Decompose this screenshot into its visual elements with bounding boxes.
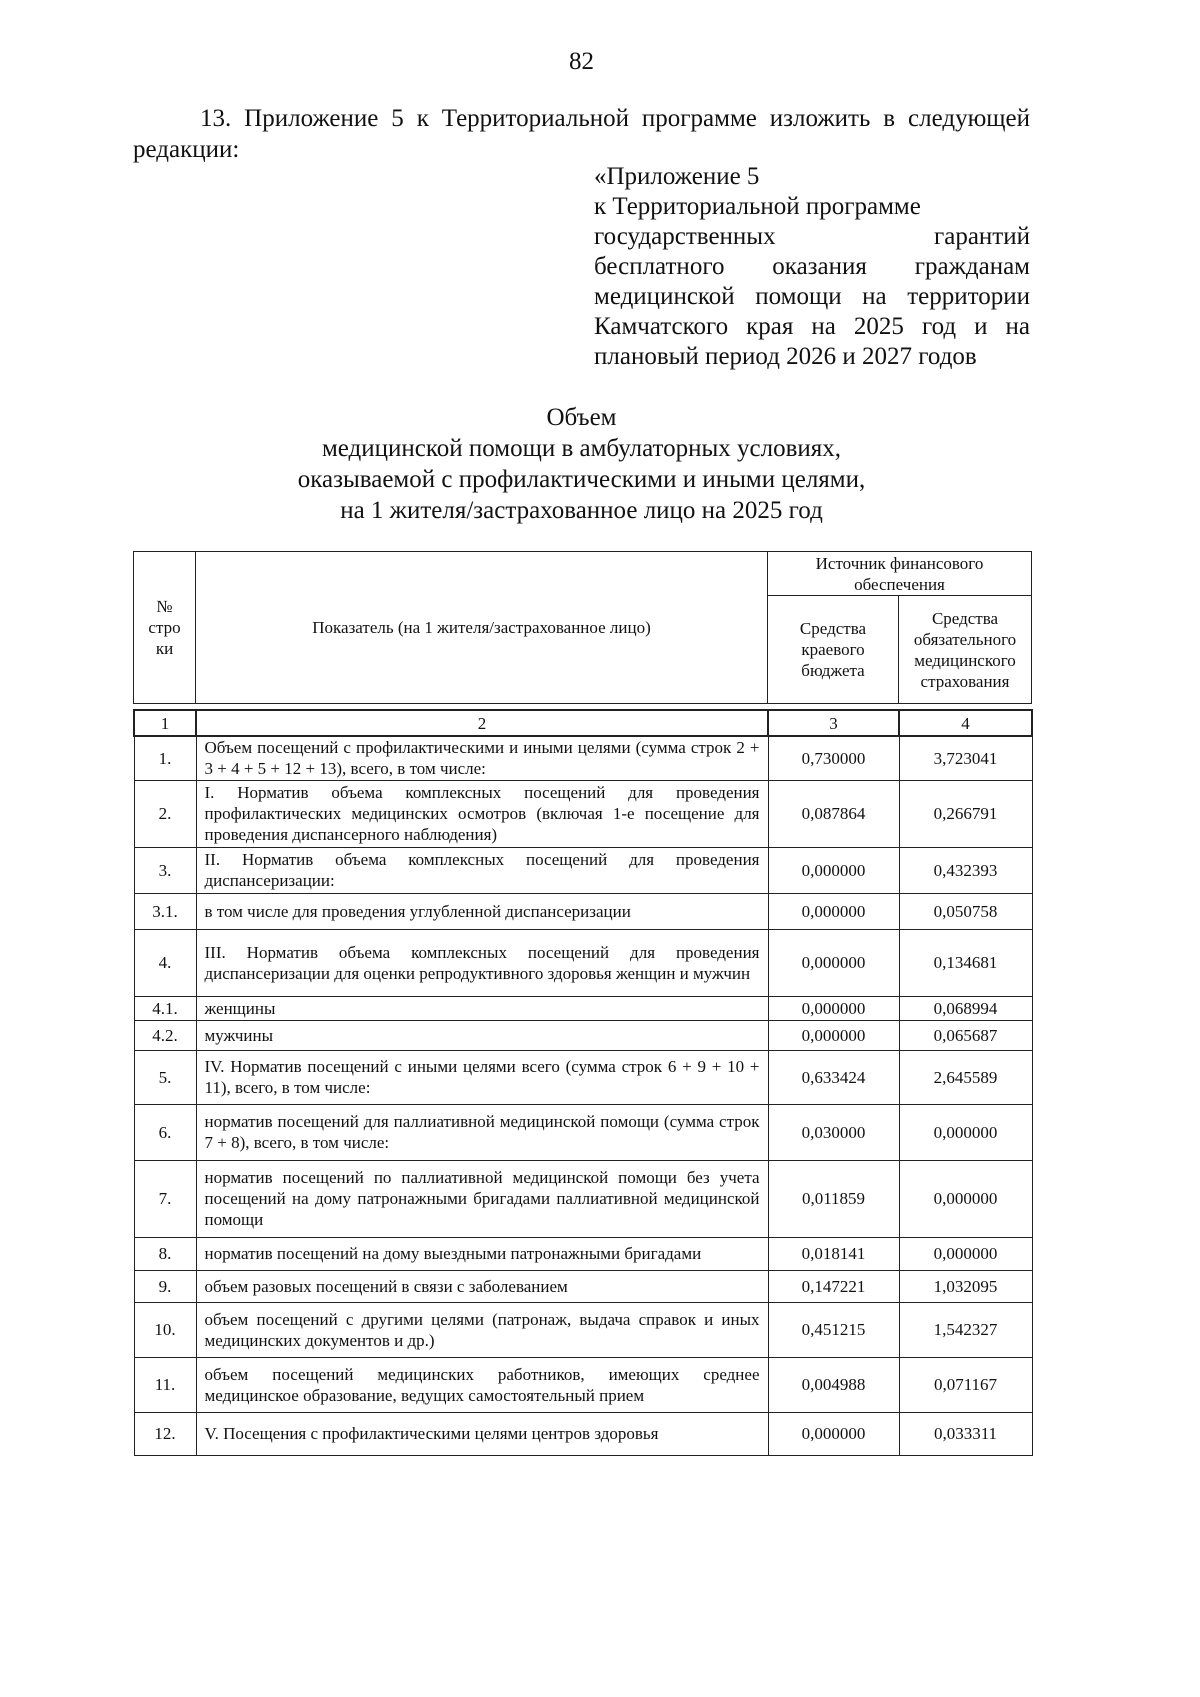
row-regional-value: 0,147221	[768, 1270, 899, 1302]
row-indicator: IV. Норматив посещений с иными целями всего (сумма строк 6 + 9 + 10 + 11), всего, в том числе:	[196, 1050, 768, 1104]
row-oms-value: 0,068994	[899, 996, 1032, 1020]
row-indicator: норматив посещений по паллиативной медицинской помощи без учета посещений на дому патронажными бригадами паллиативной медицинской помощи	[196, 1160, 768, 1237]
row-oms-value: 0,050758	[899, 893, 1032, 929]
row-regional-value: 0,030000	[768, 1104, 899, 1160]
appendix-line: государственных гарантий	[594, 223, 1030, 250]
column-number: 1	[134, 710, 196, 736]
row-oms-value: 0,033311	[899, 1412, 1032, 1455]
row-number: 12.	[134, 1412, 196, 1455]
column-number: 3	[768, 710, 899, 736]
row-oms-value: 0,134681	[899, 929, 1032, 996]
table-row	[134, 1160, 1032, 1237]
row-oms-value: 3,723041	[899, 736, 1032, 780]
row-oms-value: 0,065687	[899, 1020, 1032, 1050]
title-line: оказываемой с профилактическими и иными целями,	[297, 466, 866, 493]
table-row	[134, 1237, 1032, 1270]
appendix-line: Камчатского края на 2025 год и на	[594, 313, 1030, 340]
row-indicator: Объем посещений с профилактическими и иными целями (сумма строк 2 + 3 + 4 + 5 + 12 + 13), всего, в том числе:	[196, 736, 768, 780]
appendix-line: бесплатного оказания гражданам	[594, 253, 1030, 280]
row-regional-value: 0,011859	[768, 1160, 899, 1237]
header-row-no: № стро ки	[134, 552, 196, 704]
table-row	[134, 847, 1032, 893]
row-oms-value: 0,266791	[899, 780, 1032, 847]
appendix-reference	[594, 162, 1030, 372]
row-number: 2.	[134, 780, 196, 847]
row-indicator: в том числе для проведения углубленной диспансеризации	[196, 893, 768, 929]
table-row	[134, 893, 1032, 929]
row-number: 8.	[134, 1237, 196, 1270]
row-number: 6.	[134, 1104, 196, 1160]
row-oms-value: 0,432393	[899, 847, 1032, 893]
table-row	[134, 1020, 1032, 1050]
row-number: 10.	[134, 1302, 196, 1357]
row-regional-value: 0,451215	[768, 1302, 899, 1357]
row-indicator: I. Норматив объема комплексных посещений для проведения профилактических медицинских осмотров (включая 1-е посещение для проведения диспансерного наблюдения)	[196, 780, 768, 847]
row-regional-value: 0,004988	[768, 1357, 899, 1412]
table-row	[134, 1270, 1032, 1302]
row-number: 4.1.	[134, 996, 196, 1020]
table-row	[134, 1412, 1032, 1455]
row-regional-value: 0,000000	[768, 847, 899, 893]
row-indicator: III. Норматив объема комплексных посещений для проведения диспансеризации для оценки репродуктивного здоровья женщин и мужчин	[196, 929, 768, 996]
table-row	[134, 1302, 1032, 1357]
row-oms-value: 1,542327	[899, 1302, 1032, 1357]
row-indicator: женщины	[196, 996, 768, 1020]
row-indicator: мужчины	[196, 1020, 768, 1050]
row-oms-value: 0,000000	[899, 1160, 1032, 1237]
title-line: Объем	[546, 404, 617, 431]
row-indicator: норматив посещений для паллиативной медицинской помощи (сумма строк 7 + 8), всего, в том числе:	[196, 1104, 768, 1160]
row-indicator: V. Посещения с профилактическими целями центров здоровья	[196, 1412, 768, 1455]
row-oms-value: 0,000000	[899, 1104, 1032, 1160]
table-row	[134, 736, 1032, 780]
table-row	[134, 996, 1032, 1020]
table-row	[134, 1050, 1032, 1104]
row-number: 5.	[134, 1050, 196, 1104]
table-header	[133, 551, 1032, 704]
row-regional-value: 0,000000	[768, 929, 899, 996]
row-oms-value: 1,032095	[899, 1270, 1032, 1302]
appendix-line: плановый период 2026 и 2027 годов	[594, 343, 977, 370]
row-number: 7.	[134, 1160, 196, 1237]
header-regional: Средства краевого бюджета	[768, 596, 899, 704]
title-line: медицинской помощи в амбулаторных условиях,	[321, 435, 842, 462]
row-number: 3.	[134, 847, 196, 893]
appendix-line: «Приложение 5	[594, 163, 760, 190]
row-oms-value: 2,645589	[899, 1050, 1032, 1104]
row-regional-value: 0,018141	[768, 1237, 899, 1270]
row-regional-value: 0,730000	[768, 736, 899, 780]
column-number: 2	[196, 710, 768, 736]
row-number: 3.1.	[134, 893, 196, 929]
row-number: 4.	[134, 929, 196, 996]
table-row	[134, 1104, 1032, 1160]
title-line: на 1 жителя/застрахованное лицо на 2025 год	[340, 497, 823, 524]
data-table	[133, 709, 1033, 1456]
header-source: Источник финансового обеспечения	[768, 552, 1032, 596]
row-regional-value: 0,000000	[768, 1020, 899, 1050]
row-number: 9.	[134, 1270, 196, 1302]
row-indicator: объем разовых посещений в связи с заболеванием	[196, 1270, 768, 1302]
table-row	[134, 780, 1032, 847]
row-number: 4.2.	[134, 1020, 196, 1050]
header-indicator: Показатель (на 1 жителя/застрахованное лицо)	[196, 552, 768, 704]
row-regional-value: 0,087864	[768, 780, 899, 847]
row-regional-value: 0,633424	[768, 1050, 899, 1104]
document-title	[133, 402, 1030, 526]
row-indicator: объем посещений с другими целями (патронаж, выдача справок и иных медицинских документов и др.)	[196, 1302, 768, 1357]
row-number: 11.	[134, 1357, 196, 1412]
column-number: 4	[899, 710, 1032, 736]
intro-paragraph: 13. Приложение 5 к Территориальной программе изложить в следующей редакции:	[133, 105, 1030, 163]
row-oms-value: 0,000000	[899, 1237, 1032, 1270]
appendix-line: медицинской помощи на территории	[594, 283, 1030, 310]
row-indicator: объем посещений медицинских работников, имеющих среднее медицинское образование, ведущих самостоятельный прием	[196, 1357, 768, 1412]
row-regional-value: 0,000000	[768, 1412, 899, 1455]
header-oms: Средства обязательного медицинского страхования	[899, 596, 1032, 704]
table-row	[134, 1357, 1032, 1412]
appendix-line: к Территориальной программе	[594, 193, 921, 220]
row-oms-value: 0,071167	[899, 1357, 1032, 1412]
row-indicator: II. Норматив объема комплексных посещений для проведения диспансеризации:	[196, 847, 768, 893]
page-number: 82	[569, 48, 594, 75]
row-number: 1.	[134, 736, 196, 780]
row-regional-value: 0,000000	[768, 996, 899, 1020]
table-row	[134, 929, 1032, 996]
row-regional-value: 0,000000	[768, 893, 899, 929]
row-indicator: норматив посещений на дому выездными патронажными бригадами	[196, 1237, 768, 1270]
